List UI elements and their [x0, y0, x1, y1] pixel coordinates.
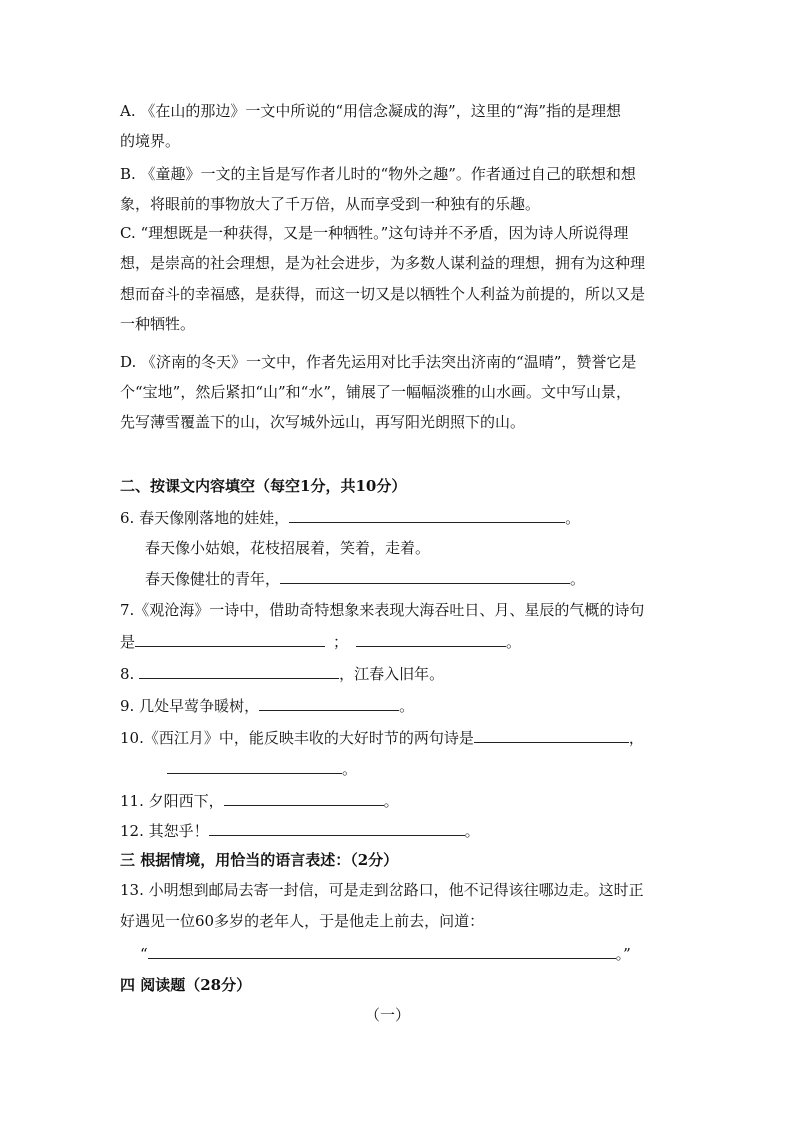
- question-6-prefix: 6. 春天像刚落地的娃娃，: [120, 509, 290, 527]
- question-12-line: [120, 819, 480, 841]
- question-13-open-quote: “: [140, 945, 148, 963]
- question-10-separator: ，: [628, 729, 644, 747]
- section-4-subheading: （一）: [365, 1006, 411, 1024]
- choice-b-line-1: B. 《童趣》一文的主旨是写作者儿时的“物外之趣”。作者通过自己的联想和想: [120, 165, 636, 183]
- question-9-suffix: 。: [399, 697, 415, 715]
- choice-c-line-2: 想，是崇高的社会理想，是为社会进步，为多数人谋利益的理想，拥有为这种理: [120, 254, 646, 272]
- question-12-blank[interactable]: [209, 819, 465, 836]
- question-6-line-1: [120, 506, 580, 528]
- choice-a-line-2: 的境界。: [120, 132, 181, 150]
- question-6-blank-1[interactable]: [289, 506, 565, 523]
- question-10-prefix: 10.《西江月》中，能反映丰收的大好时节的两句诗是: [120, 729, 474, 747]
- question-9-line: [120, 694, 414, 716]
- choice-d-line-2: 个“宝地”，然后紧扣“山”和“水”，铺展了一幅幅淡雅的山水画。文中写山景，: [120, 383, 632, 401]
- question-8-suffix: ，江春入旧年。: [339, 665, 445, 683]
- question-8-prefix: 8.: [120, 665, 140, 683]
- question-7-blank-2[interactable]: [356, 630, 506, 647]
- question-13-close-quote: 。”: [615, 945, 631, 963]
- question-10-suffix: 。: [342, 760, 358, 778]
- section-4-heading: 四 阅读题（28分）: [120, 976, 252, 994]
- choice-d-line-3: 先写薄雪覆盖下的山，次写城外远山，再写阳光朗照下的山。: [120, 413, 526, 431]
- question-10-line-2: [167, 757, 357, 779]
- question-10-line-1: [120, 726, 644, 748]
- question-6-line-3: [145, 567, 585, 589]
- question-7-separator: ；: [333, 633, 349, 651]
- question-6-blank-2[interactable]: [280, 567, 570, 584]
- question-7-line-2: [120, 630, 521, 652]
- question-10-blank-2[interactable]: [167, 757, 342, 774]
- question-10-blank-1[interactable]: [474, 726, 629, 743]
- choice-a-line-1: A. 《在山的那边》一文中所说的“用信念凝成的海”，这里的“海”指的是理想: [120, 102, 622, 120]
- section-2-heading: 二、按课文内容填空（每空1分，共10分）: [120, 477, 407, 495]
- question-12-prefix: 12. 其恕乎！: [120, 822, 209, 840]
- question-13-line-1: 13. 小明想到邮局去寄一封信，可是走到岔路口，他不记得该往哪边走。这时正: [120, 881, 644, 899]
- question-8-line: [120, 662, 444, 684]
- question-13-line-2: 好遇见一位60多岁的老年人，于是他走上前去，问道：: [120, 912, 485, 930]
- question-6-suffix: 。: [565, 509, 581, 527]
- choice-c-line-1: C. “理想既是一种获得，又是一种牺牲。”这句诗并不矛盾，因为诗人所说得理: [120, 224, 629, 242]
- question-6-line-2: 春天像小姑娘，花枝招展着，笑着，走着。: [145, 539, 431, 557]
- choice-b-line-2: 象，将眼前的事物放大了千万倍，从而享受到一种独有的乐趣。: [120, 195, 541, 213]
- choice-c-line-3: 想而奋斗的幸福感，是获得，而这一切又是以牺牲个人利益为前提的，所以又是: [120, 285, 646, 303]
- question-9-prefix: 9. 几处早莺争暖树，: [120, 697, 260, 715]
- question-7-suffix: 。: [506, 633, 522, 651]
- choice-d-line-1: D. 《济南的冬天》一文中，作者先运用对比手法突出济南的“温晴”，赞誉它是: [120, 353, 637, 371]
- question-13-line-3: [140, 942, 631, 964]
- question-11-suffix: 。: [383, 792, 399, 810]
- question-8-blank[interactable]: [139, 662, 339, 679]
- question-11-blank[interactable]: [224, 789, 384, 806]
- question-13-blank[interactable]: [148, 942, 616, 959]
- question-7-prefix: 是: [120, 633, 136, 651]
- question-11-prefix: 11. 夕阳西下，: [120, 792, 224, 810]
- question-6-line-3-suffix: 。: [570, 570, 586, 588]
- section-3-heading: 三 根据情境，用恰当的语言表述：（2分）: [120, 851, 399, 869]
- question-11-line: [120, 789, 399, 811]
- question-6-line-3-prefix: 春天像健壮的青年，: [145, 570, 281, 588]
- question-12-suffix: 。: [464, 822, 480, 840]
- question-7-line-1: 7.《观沧海》一诗中，借助奇特想象来表现大海吞吐日、月、星辰的气概的诗句: [120, 601, 645, 619]
- choice-c-line-4: 一种牺牲。: [120, 315, 196, 333]
- question-9-blank[interactable]: [259, 694, 399, 711]
- question-7-blank-1[interactable]: [135, 630, 325, 647]
